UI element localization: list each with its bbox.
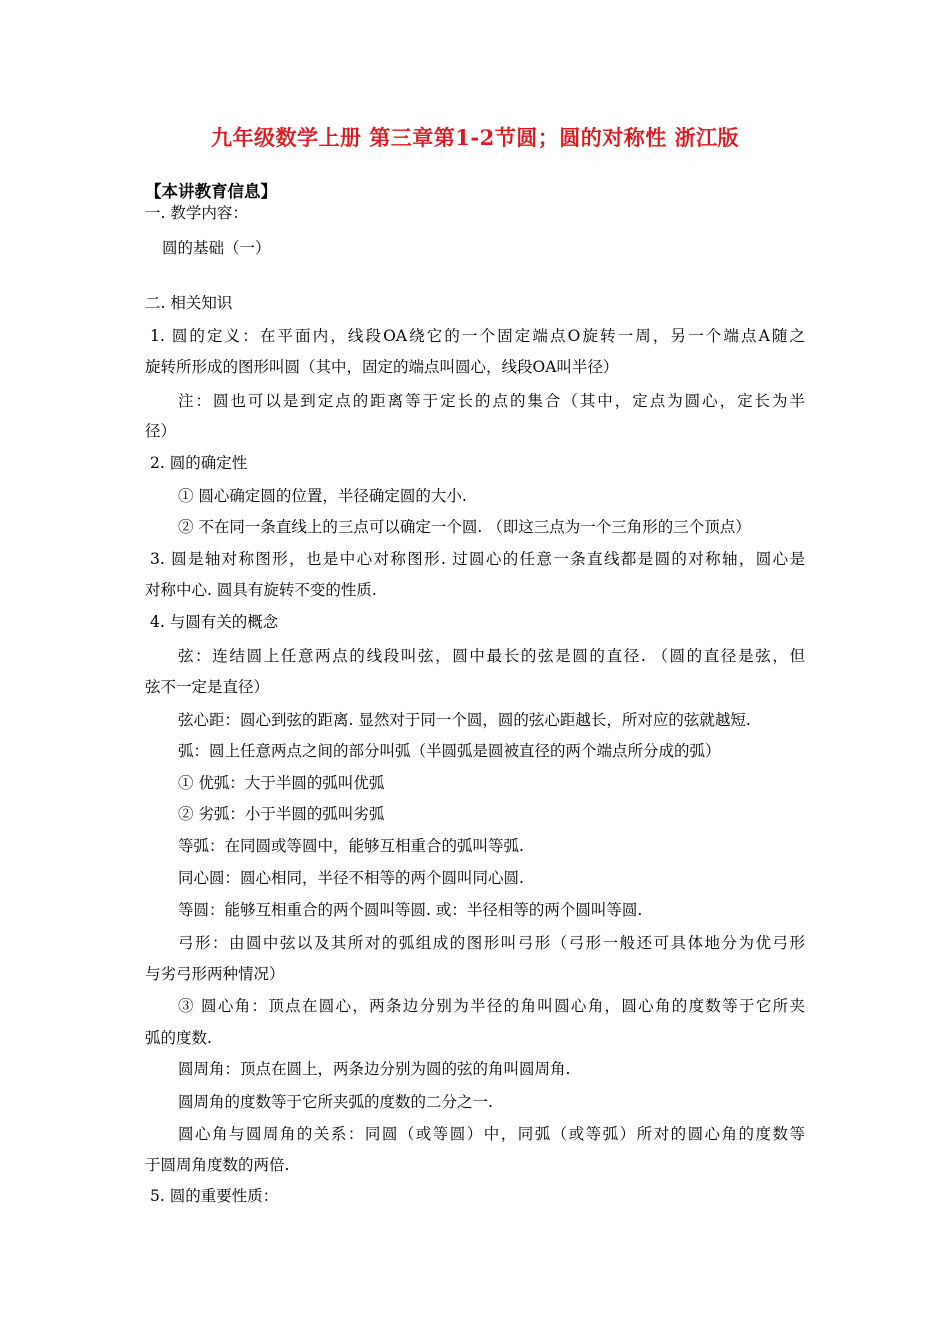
paragraph-line: ③ 圆心角：顶点在圆心，两条边分别为半径的角叫圆心角，圆心角的度数等于它所夹: [178, 997, 805, 1015]
paragraph-line: 对称中心. 圆具有旋转不变的性质.: [145, 581, 377, 599]
heading-related-knowledge: 二. 相关知识: [145, 294, 233, 312]
paragraph-line: 弦不一定是直径）: [145, 678, 270, 696]
list-heading: 2. 圆的确定性: [150, 454, 248, 472]
paragraph-line: 注：圆也可以是到定点的距离等于定长的点的集合（其中，定点为圆心，定长为半: [178, 392, 805, 410]
heading-teaching-content: 一. 教学内容：: [145, 204, 248, 222]
document-title: 九年级数学上册 第三章第1-2节圆；圆的对称性 浙江版: [210, 125, 740, 150]
teaching-content-text: 圆的基础（一）: [162, 239, 271, 257]
paragraph-line: 等圆：能够互相重合的两个圆叫等圆. 或：半径相等的两个圆叫等圆.: [178, 901, 643, 919]
paragraph-line: 圆周角：顶点在圆上，两条边分别为圆的弦的角叫圆周角.: [178, 1060, 571, 1078]
list-heading: 5. 圆的重要性质：: [150, 1187, 279, 1205]
list-item: ② 劣弧：小于半圆的弧叫劣弧: [178, 805, 385, 823]
paragraph-line: 圆心角与圆周角的关系：同圆（或等圆）中，同弧（或等弧）所对的圆心角的度数等: [178, 1125, 805, 1143]
paragraph-line: 弧：圆上任意两点之间的部分叫弧（半圆弧是圆被直径的两个端点所分成的弧）: [178, 742, 721, 760]
list-item: ① 圆心确定圆的位置，半径确定圆的大小.: [178, 487, 467, 505]
paragraph-line: 3. 圆是轴对称图形，也是中心对称图形. 过圆心的任意一条直线都是圆的对称轴，圆心是: [150, 550, 805, 568]
list-item: ② 不在同一条直线上的三点可以确定一个圆. （即这三点为一个三角形的三个顶点）: [178, 518, 751, 536]
paragraph-line: 圆周角的度数等于它所夹弧的度数的二分之一.: [178, 1093, 493, 1111]
list-heading: 4. 与圆有关的概念: [150, 613, 279, 631]
paragraph-line: 弓形：由圆中弦以及其所对的弧组成的图形叫弓形（弓形一般还可具体地分为优弓形: [178, 934, 805, 952]
paragraph-line: 等弧：在同圆或等圆中，能够互相重合的弧叫等弧.: [178, 837, 524, 855]
list-item: ① 优弧：大于半圆的弧叫优弧: [178, 774, 385, 792]
paragraph-line: 1. 圆的定义：在平面内，线段OA绕它的一个固定端点O旋转一周，另一个端点A随之: [150, 327, 805, 345]
section-heading: 【本讲教育信息】: [145, 182, 277, 201]
paragraph-line: 旋转所形成的图形叫圆（其中，固定的端点叫圆心，线段OA叫半径）: [145, 358, 619, 376]
paragraph-line: 弦：连结圆上任意两点的线段叫弦，圆中最长的弦是圆的直径. （圆的直径是弦，但: [178, 647, 805, 665]
paragraph-line: 径）: [145, 422, 177, 440]
paragraph-line: 于圆周角度数的两倍.: [145, 1156, 290, 1174]
paragraph-line: 弧的度数.: [145, 1029, 212, 1047]
paragraph-line: 同心圆：圆心相同，半径不相等的两个圆叫同心圆.: [178, 869, 524, 887]
paragraph-line: 弦心距：圆心到弦的距离. 显然对于同一个圆，圆的弦心距越长，所对应的弦就越短.: [178, 711, 751, 729]
paragraph-line: 与劣弓形两种情况）: [145, 965, 285, 983]
